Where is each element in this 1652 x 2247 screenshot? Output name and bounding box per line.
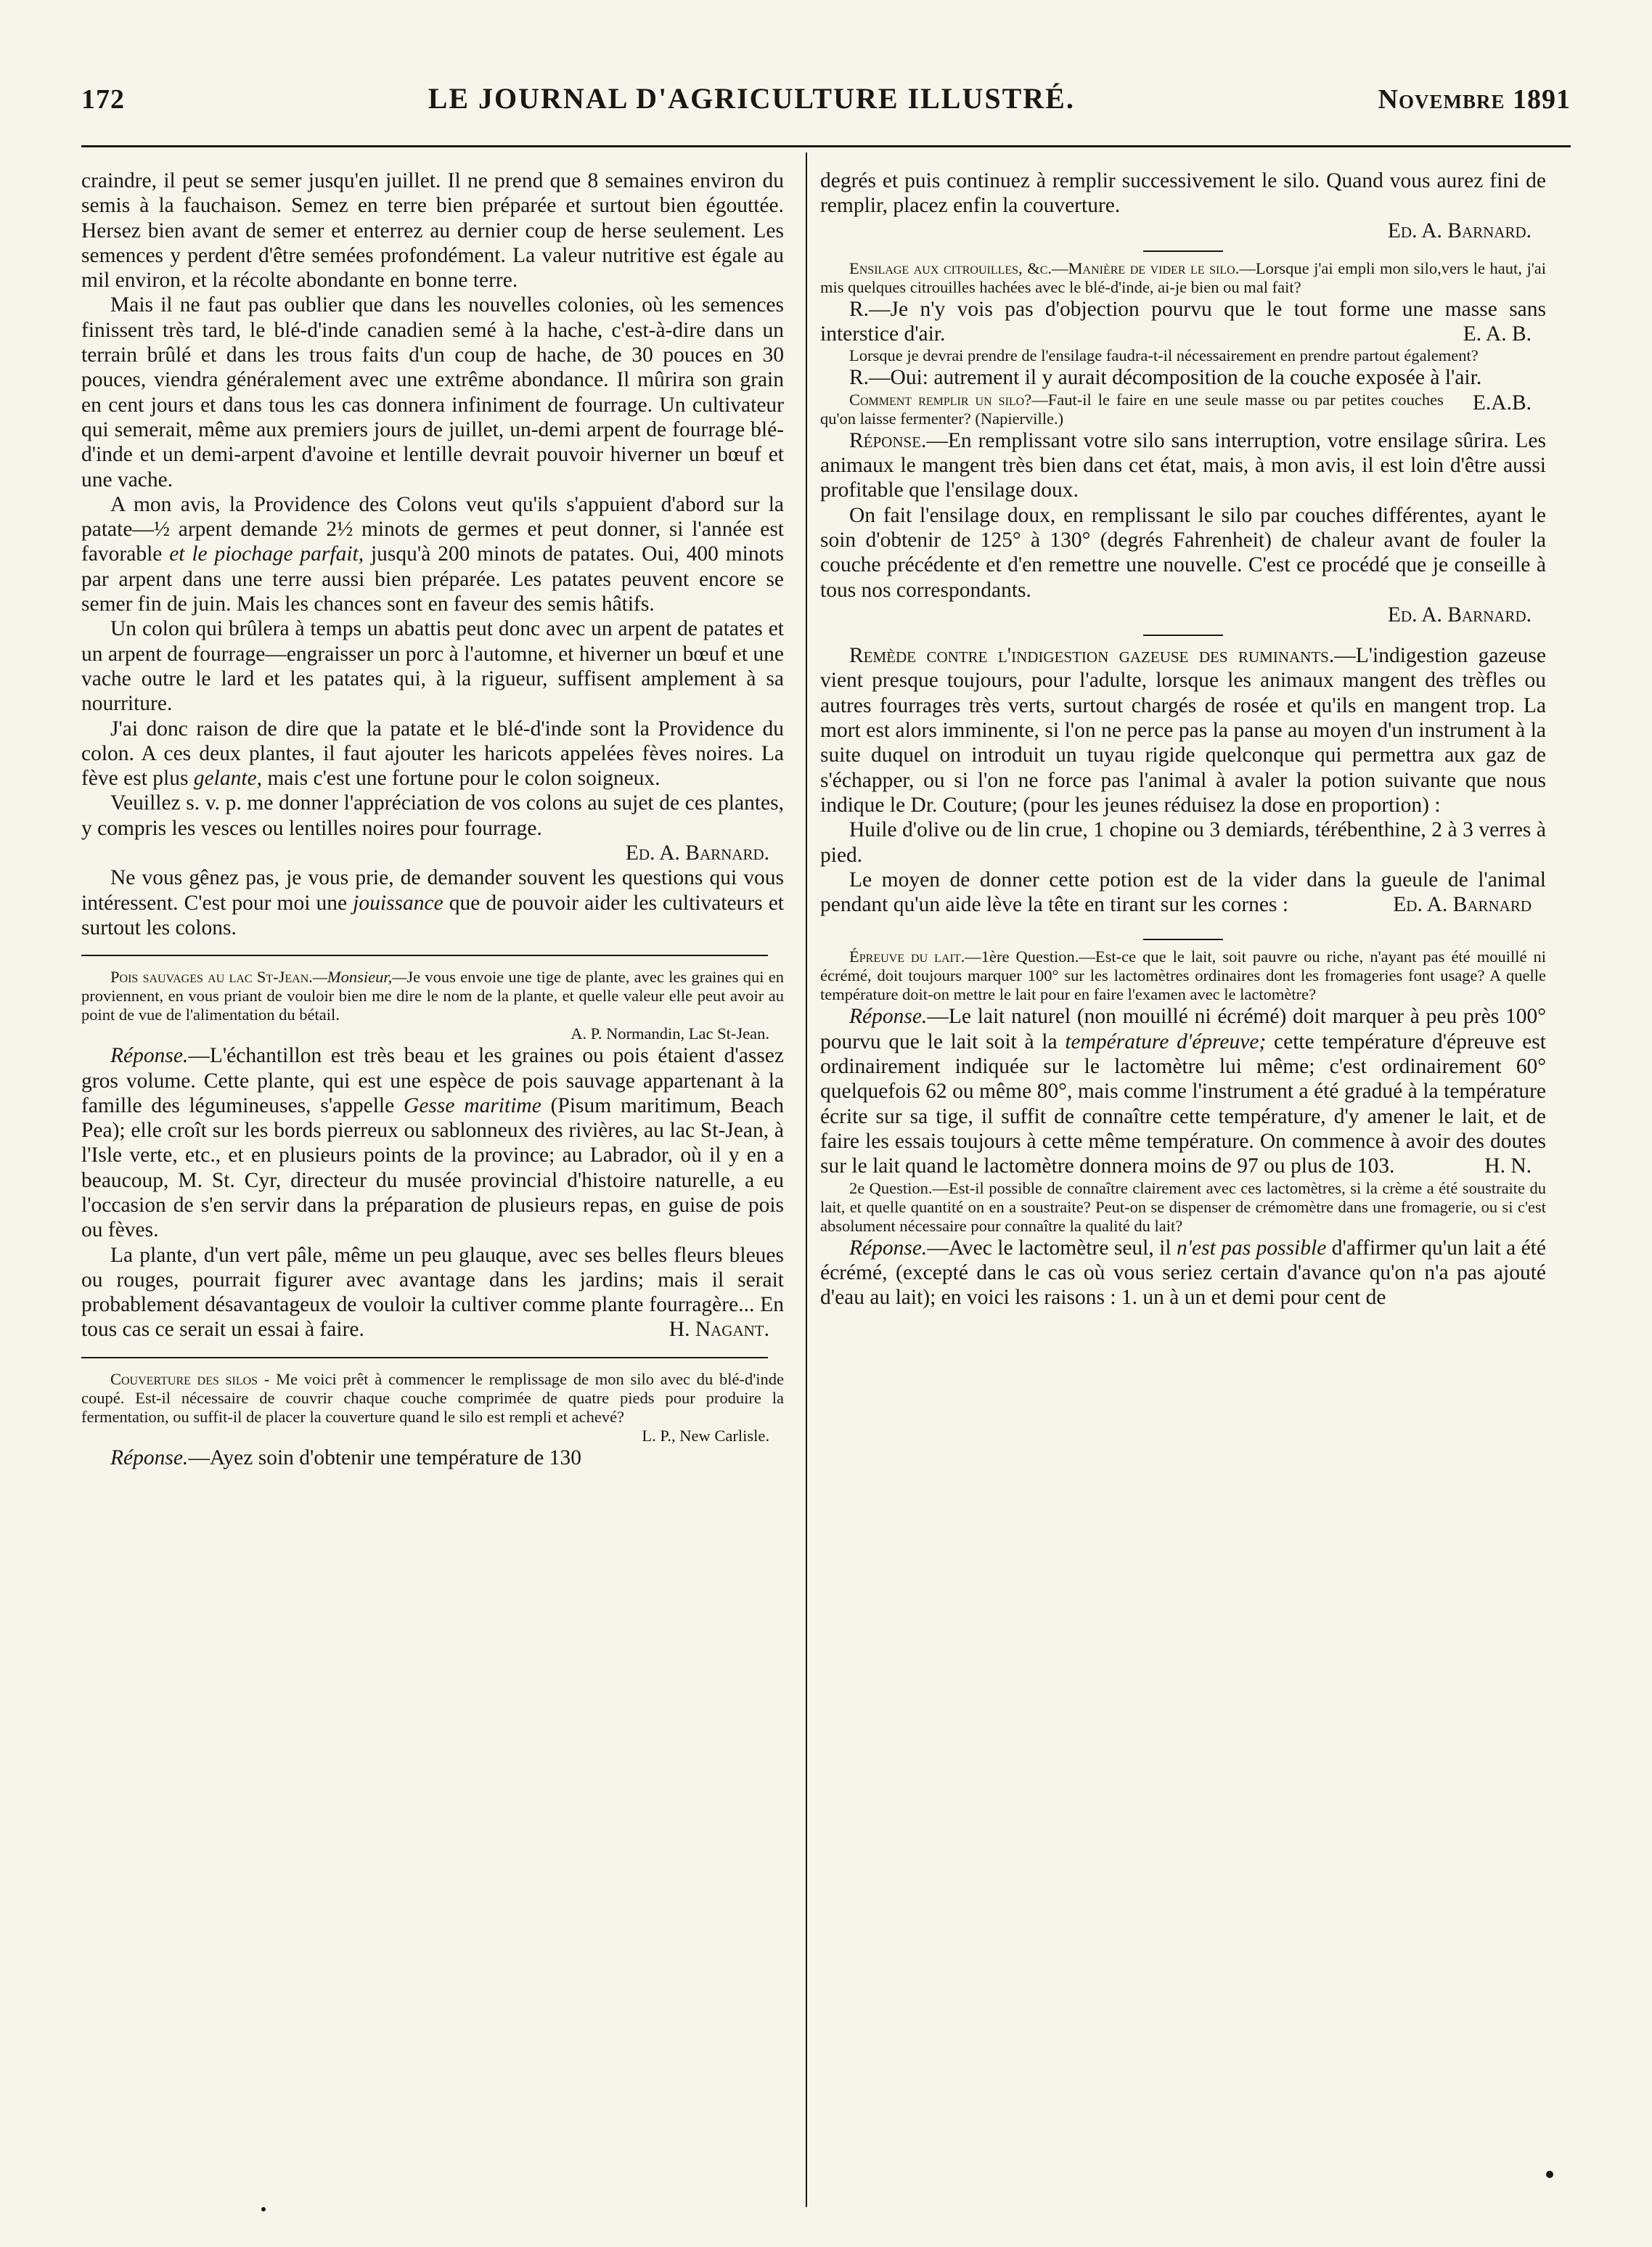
- left-column: [81, 168, 784, 2216]
- text-run: —L'échantillon est très beau et les graines ou pois étaient d'assez gros volume. Cette plante, qui est une espèce de pois sauvage appartenant à la famille des légumineuses, s'appelle: [81, 1044, 784, 1117]
- ink-speck: [261, 2207, 266, 2211]
- answer-citrouilles: [820, 297, 1546, 347]
- signature-nagant: H. Nagant.: [668, 1318, 769, 1342]
- signature-barnard: Ed. A. Barnard.: [1387, 219, 1532, 242]
- initials-signature: E.A.B.: [1472, 391, 1532, 415]
- answer-label: Réponse.: [849, 1005, 928, 1029]
- header-rule: [81, 145, 1571, 147]
- column-divider: [806, 152, 807, 2207]
- signature-barnard: Ed. A. Barnard.: [625, 841, 769, 865]
- page-header: [81, 81, 1571, 125]
- question-signature: L. P., New Carlisle.: [642, 1426, 769, 1445]
- emphasis: température d'épreuve;: [1065, 1029, 1267, 1053]
- right-paragraph-4: [820, 868, 1546, 918]
- question-epreuve-lait: [820, 947, 1546, 1004]
- question-pois-sauvages: [81, 968, 784, 1024]
- page-number: 172: [81, 84, 125, 115]
- answer-label: Réponse.: [849, 428, 927, 452]
- left-paragraph-1: craindre, il peut se semer jusqu'en juillet. Il ne prend que 8 semaines environ du semis à la fauchaison. Semez en terre bien préparée et surtout bien égouttée. Hersez bien avant de semer et enterrez au dernier coup de herse seulement. Les semences y perdent d'être semées profondément. La valeur nutritive est égale au mil environ, et la récolte abondante en bonne terre.: [81, 169, 784, 293]
- text-run: (Pisum maritimum, Beach Pea); elle croît sur les bords pierreux ou sablonneux des rivières, au lac St-Jean, à l'Isle verte, etc., et en plusieurs points de la province; au Labrador, où il y en a beaucoup, M. St. Cyr, directeur du musée provincial d'histoire naturelle, a eu l'occasion de s'en servir dans la préparation de plusieurs repas, en guise de pois ou fèves.: [81, 1093, 784, 1242]
- left-paragraph-8: [81, 1243, 784, 1342]
- left-paragraph-2: Mais il ne faut pas oublier que dans les nouvelles colonies, où les semences finissent très tard, le blé-d'inde canadien semé à la hache, c'est-à-dire dans un terrain brûlé et dans les trous faits d'un coup de hache, de 30 pouces en 30 pouces, viendra généralement avec une extrême abondance. Il mûrira son grain en cent jours et dans tous les cas donnera infiniment de fourrage. Un cultivateur qui semerait, même aux premiers jours de juillet, un-demi arpent de fourrage blé-d'inde et un demi-arpent d'avoine et lentille devrait pouvoir hiverner un bœuf et une vache.: [81, 293, 784, 492]
- section-divider: [81, 955, 768, 956]
- text-run: —Avec le lactomètre seul, il: [927, 1236, 1177, 1260]
- short-divider: [1143, 635, 1223, 636]
- emphasis: n'est pas possible: [1176, 1236, 1327, 1260]
- question-heading: Ensilage aux citrouilles, &c.—Manière de vider le silo.: [849, 258, 1240, 277]
- answer-label: Réponse.: [110, 1044, 189, 1068]
- answer-label: Réponse.: [849, 1236, 928, 1260]
- question-heading: Comment remplir un silo?: [849, 390, 1032, 409]
- ink-speck: [1546, 2171, 1553, 2178]
- text-run: J'ai donc raison de dire que la patate et le blé-d'inde sont la Providence du colon. A ces deux plantes, il faut ajouter les haricots appelées fèves noires. La fève est plus: [81, 717, 784, 791]
- article-heading: Remède contre l'indigestion gazeuse des ruminants.: [849, 644, 1335, 668]
- answer-couverture-silos: [81, 1445, 784, 1470]
- text-run: cette température d'épreuve est ordinairement indiquée sur le lactomètre lui même; c'est ordinairement 60° quelquefois 62 ou même 80°, mais comme l'instrument a été gradué à la température écrite sur sa tige, il suffit de connaître cette température, d'y amener le lait, et de faire les essais toujours à cette même température. On commence à avoir des doutes sur le lait quand le lactomètre donnera moins de 97 ou plus de 103.: [820, 1029, 1546, 1178]
- signature-barnard: Ed. A. Barnard: [1393, 893, 1532, 917]
- text-run: d'affirmer qu'un lait a été écrémé, (excepté dans le cas où vous seriez certain d'avance qu'on n'a pas ajouté d'eau au lait); en voici les raisons : 1. un à un et demi pour cent de: [820, 1236, 1546, 1310]
- text-run: —Le lait naturel (non mouillé ni écrémé) doit marquer à peu près 100° pourvu que le lait soit à la: [820, 1005, 1546, 1053]
- text-run: mais c'est une fortune pour le colon soigneux.: [262, 767, 661, 791]
- emphasis: et le piochage parfait,: [169, 542, 364, 566]
- text-run: Ne vous gênez pas, je vous prie, de demander souvent les questions qui vous intéressent. C'est pour moi une: [81, 866, 784, 915]
- answer-2e-question: [820, 1236, 1546, 1310]
- text-run: —En remplissant votre silo sans interruption, votre ensilage sûrira. Les animaux le mangent très bien dans cet état, mais, à mon avis, il est loin d'être aussi profitable que l'ensilage doux.: [820, 428, 1546, 502]
- initials-signature: E. A. B.: [1463, 322, 1532, 346]
- section-divider: [81, 1357, 768, 1358]
- question-text: - Me voici prêt à commencer le remplissage de mon silo avec du blé-d'inde coupé. Est-il nécessaire de couvrir chaque couche comprimée de quatre pieds pour produire la fermentation, ou suffit-il de placer la couverture quand le silo est rempli et achevé?: [81, 1369, 784, 1426]
- right-paragraph-1: degrés et puis continuez à remplir successivement le silo. Quand vous aurez fini de remplir, placez enfin la couverture.: [820, 169, 1546, 218]
- question-text: Je vous envoie une tige de plante, avec les graines qui en proviennent, en vous priant de vouloir bien me dire le nom de la plante, et quelle valeur elle peut avoir au point de vue de l'alimentation du bétail.: [81, 968, 784, 1024]
- right-column: [820, 168, 1546, 2216]
- initials-signature: H. N.: [1484, 1154, 1532, 1178]
- text-run: R.—Oui: autrement il y aurait décomposition de la couche exposée à l'air.: [849, 366, 1482, 390]
- question-heading: Pois sauvages au lac St-Jean.: [110, 968, 313, 987]
- text-run: —Ayez soin d'obtenir une température de 130: [188, 1445, 581, 1469]
- text-run: Le moyen de donner cette potion est de la vider dans la gueule de l'animal pendant qu'un aide lève la tête en tirant sur les cornes :: [820, 868, 1546, 917]
- emphasis: jouissance: [353, 891, 443, 915]
- question-text: —Lorsque j'ai empli mon silo,vers le haut, j'ai mis quelques citrouilles hachées avec le blé-d'inde, ai-je bien ou mal fait?: [820, 258, 1546, 296]
- emphasis: gelante,: [193, 767, 263, 791]
- journal-title: LE JOURNAL D'AGRICULTURE ILLUSTRÉ.: [428, 82, 1075, 115]
- question-heading: Épreuve du lait.: [849, 947, 965, 966]
- question-couverture-silos: [81, 1370, 784, 1427]
- left-paragraph-6: Veuillez s. v. p. me donner l'appréciation de vos colons au sujet de ces plantes, y compris les vesces ou lentilles noires pour fourrage.: [81, 791, 784, 840]
- left-paragraph-4: Un colon qui brûlera à temps un abattis peut donc avec un arpent de patates et un arpent de fourrage—engraisser un porc à l'automne, et hiverner un bœuf et une vache outre le lard et les patates qui, à la rigueur, suffisent amplement à sa nourriture.: [81, 617, 784, 716]
- issue-date: Novembre 1891: [1378, 84, 1571, 115]
- emphasis: —Monsieur,—: [312, 968, 407, 987]
- short-divider: [1143, 250, 1223, 252]
- right-paragraph-3: Huile d'olive ou de lin crue, 1 chopine ou 3 demiards, térébenthine, 2 à 3 verres à pied.: [820, 818, 1546, 867]
- text-run: La plante, d'un vert pâle, même un peu glauque, avec ses belles fleurs bleues ou rouges, pourrait figurer avec avantage dans les jardins; mais il serait probablement désavantageux de vouloir la cultiver comme plante fourragère... En tous cas ce serait un essai à faire.: [81, 1243, 784, 1342]
- article-indigestion: [820, 643, 1546, 817]
- question-signature: A. P. Normandin, Lac St-Jean.: [571, 1024, 769, 1043]
- question-text: —Faut-il le faire en une seule masse ou par petites couches qu'on laisse fermenter? (Napierville.): [820, 390, 1444, 428]
- question-heading: Couverture des silos: [110, 1369, 258, 1388]
- text-run: R.—Je n'y vois pas d'objection pourvu que le tout forme une masse sans interstice d'air.: [820, 297, 1546, 346]
- emphasis: Gesse maritime: [404, 1093, 541, 1117]
- left-paragraph-3: [81, 492, 784, 616]
- answer-epreuve-lait: [820, 1004, 1546, 1178]
- text-run: A mon avis, la Providence des Colons veut qu'ils s'appuient d'abord sur la patate—½ arpent demande 2½ minots de germes et peut donner, si l'année est favorable: [81, 492, 784, 566]
- left-paragraph-7: [81, 865, 784, 940]
- answer-remplir-silo: [820, 428, 1546, 503]
- text-run: —L'indigestion gazeuse vient presque toujours, pour l'adulte, lorsque les animaux mangent des trèfles ou autres fourrages très verts, surtout chargés de rosée et qu'ils en mangent trop. La mort est alors imminente, si l'on ne perce pas la panse au moyen d'un instrument à la suite duquel on introduit un tuyau rigide quelconque qui permettra aux gaz de s'échapper, ou si l'on ne force pas l'animal à avaler la potion suivante que nous indique le Dr. Couture; (pour les jeunes réduisez la dose en proportion) :: [820, 644, 1546, 817]
- signature-barnard: Ed. A. Barnard.: [1387, 603, 1532, 627]
- question-ensilage-citrouilles: [820, 259, 1546, 297]
- answer-label: Réponse.: [110, 1445, 189, 1469]
- right-paragraph-2: On fait l'ensilage doux, en remplissant le silo par couches différentes, ayant le soin d'obtenir de 125° à 130° (degrés Fahrenheit) de chaleur avant de fouler la couche précédente et d'en remettre une nouvelle. C'est ce procédé que je conseille à tous nos correspondants.: [820, 503, 1546, 602]
- question-remplir-silo: [820, 391, 1546, 428]
- answer-pois-sauvages: [81, 1043, 784, 1242]
- short-divider: [1143, 939, 1223, 940]
- text-run: jusqu'à 200 minots de patates. Oui, 400 minots par arpent dans une terre aussi bien préparée. Les patates peuvent encore se semer fin de juin. Mais les chances sont en faveur des semis hâtifs.: [81, 542, 784, 616]
- left-paragraph-5: [81, 717, 784, 791]
- question-prendre-ensilage: Lorsque je devrai prendre de l'ensilage faudra-t-il nécessairement en prendre partout également?: [849, 346, 1479, 365]
- question-2e-question: 2e Question.—Est-il possible de connaître clairement avec ces lactomètres, si la crème a été soustraite du lait, et quelle quantité on en a soustraite? Peut-on se dispenser de crémomètre dans une fromagerie, ou si c'est absolument nécessaire pour connaître la qualité du lait?: [820, 1178, 1546, 1235]
- question-text: —1ère Question.—Est-ce que le lait, soit pauvre ou riche, n'ayant pas été mouillé ni écrémé, doit toujours marquer 100° sur les lactomètres ordinaires dont les fromageries font usage? A quelle température doit-on mettre le lait pour en faire l'examen avec le lactomètre?: [820, 947, 1546, 1004]
- text-run: que de pouvoir aider les cultivateurs et surtout les colons.: [81, 891, 784, 939]
